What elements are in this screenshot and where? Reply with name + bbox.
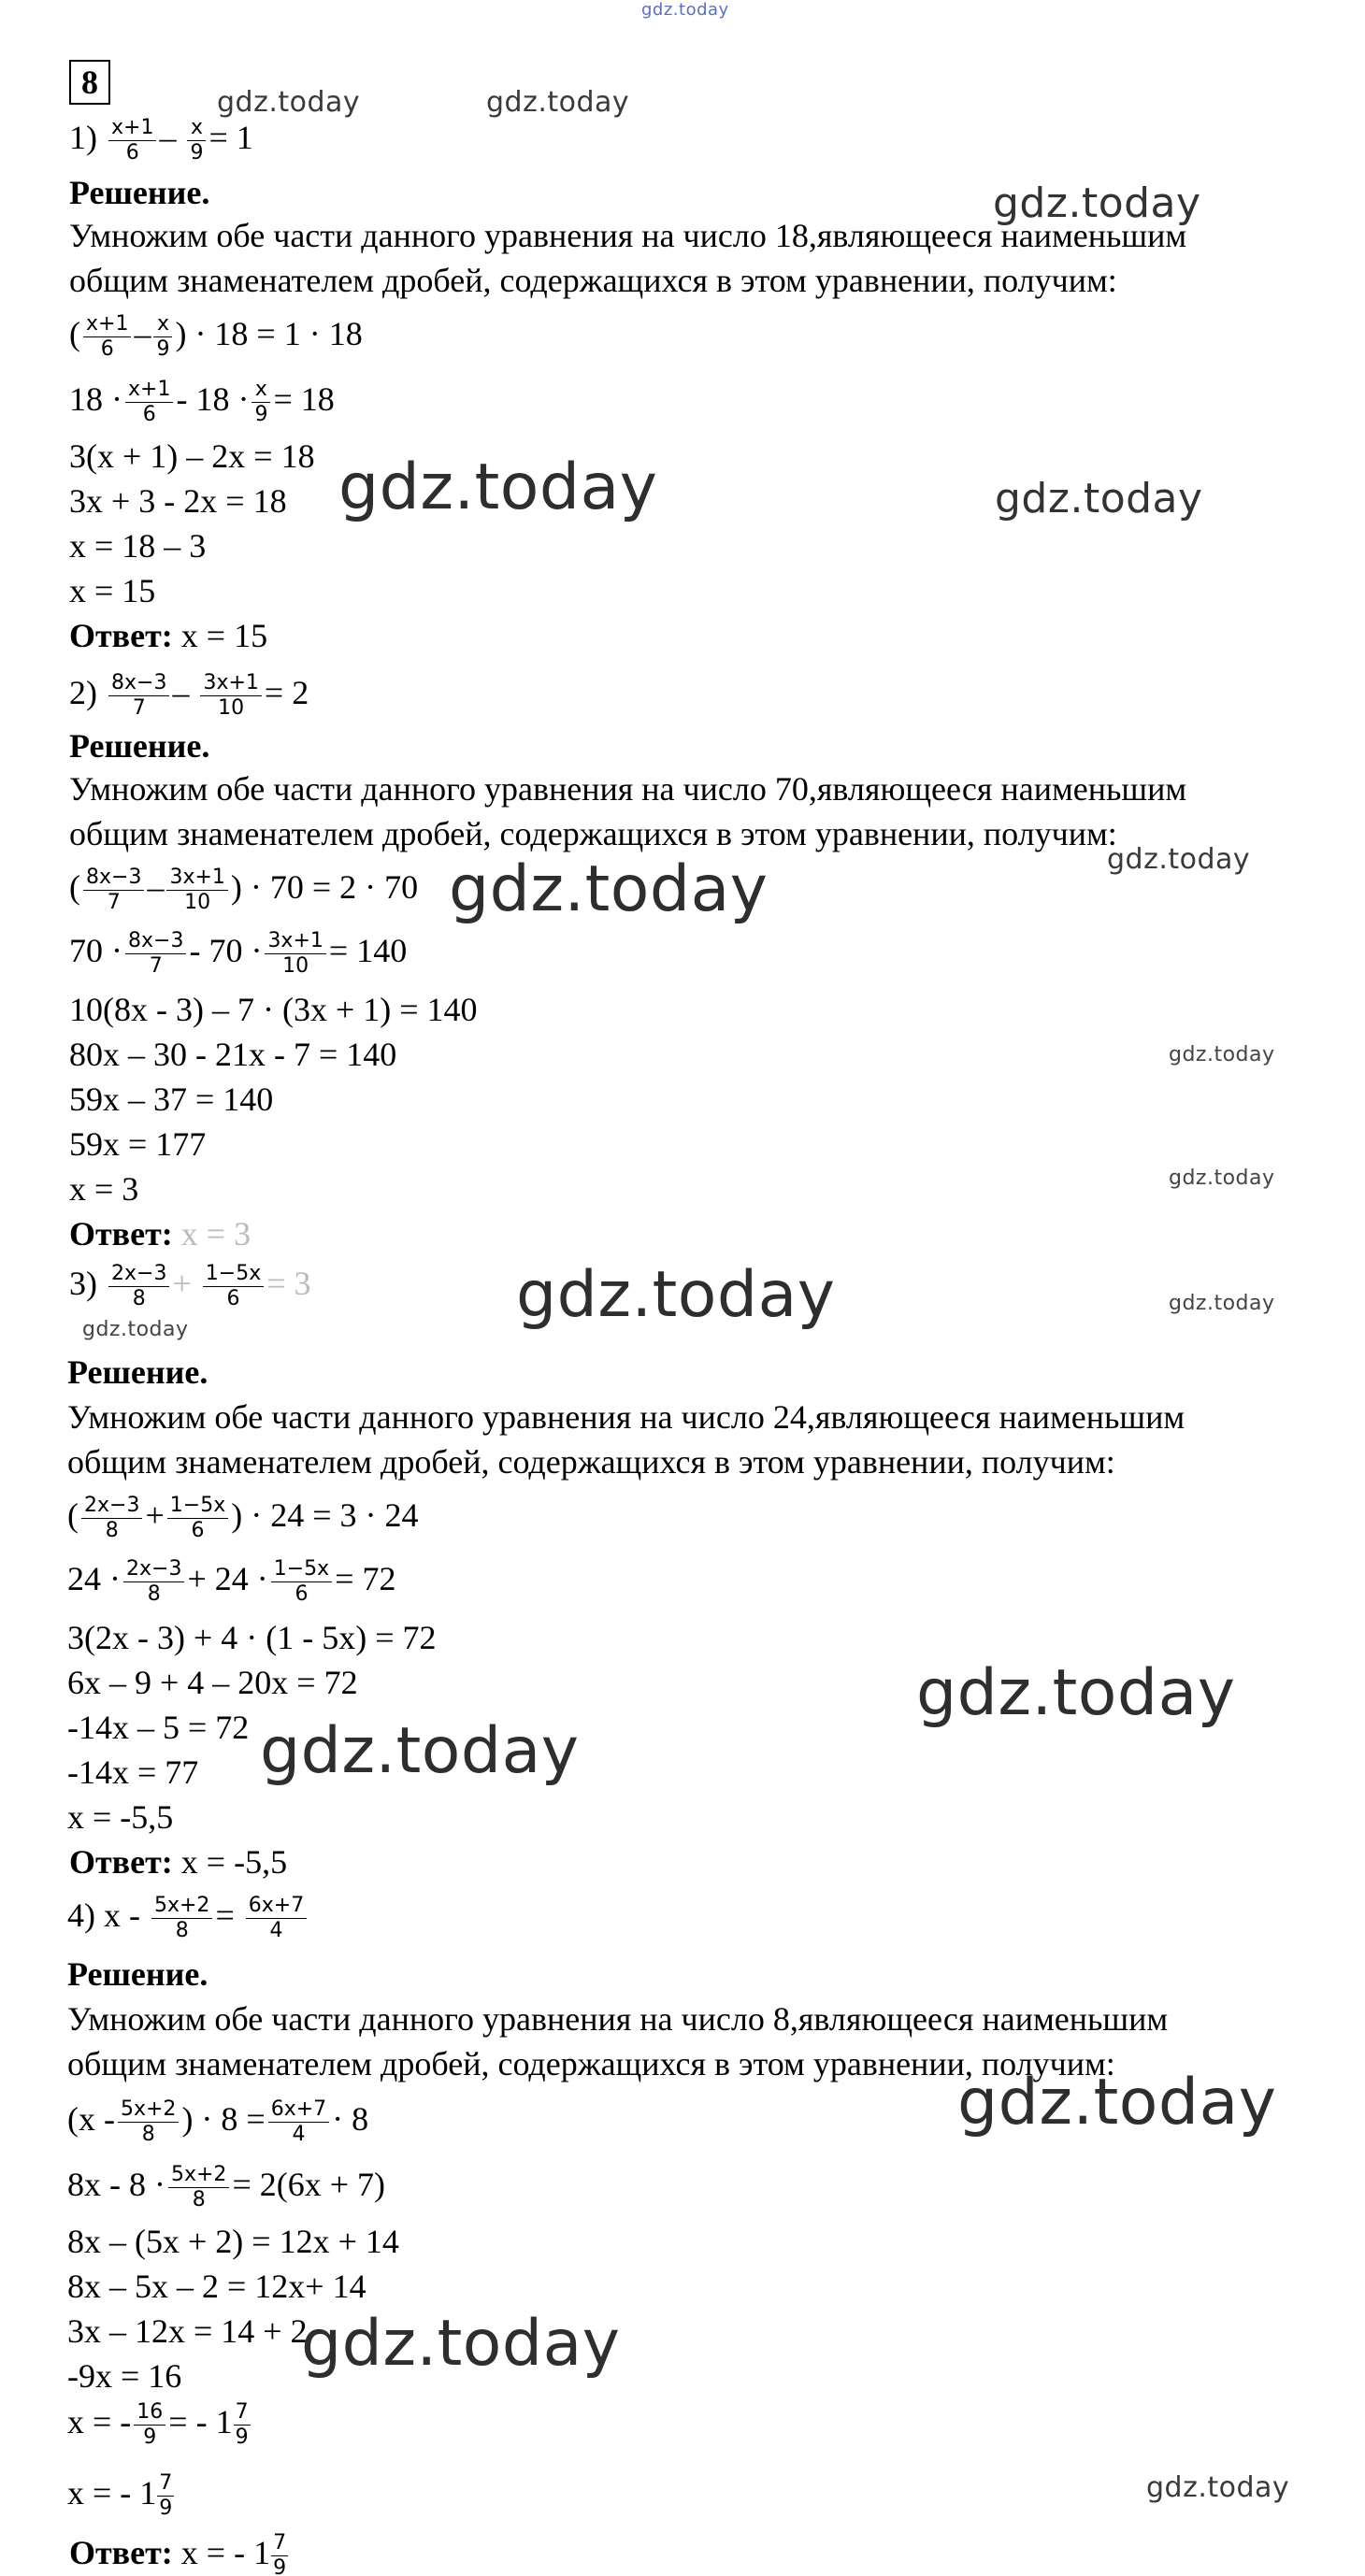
p1-intro-1: Умножим обе части данного уравнения на число 18,являющееся наименьшим [69,217,1187,254]
p3-intro-2: общим знаменателем дробей, содержащихся в этом уравнении, получим: [67,1443,1115,1481]
watermark-3: gdz.today [993,179,1201,227]
watermark-6: gdz.today [1107,843,1251,876]
watermark-1: gdz.today [217,86,361,119]
p1-step-5: x = 18 – 3 [69,527,207,565]
p4-intro-1: Умножим обе части данного уравнения на число 8,являющееся наименьшим [67,2000,1169,2038]
watermark-5: gdz.today [995,475,1203,522]
p1-step-6: x = 15 [69,572,156,609]
p3-step-3: 3(2x - 3) + 4 · (1 - 5x) = 72 [67,1619,437,1656]
p4-step-1: (x - $\frac{5x+2}{8}$ ) · 8 = $\frac{6x+7}{4}$ · 8 [67,2097,369,2146]
p1-step-4: 3x + 3 - 2x = 18 [69,482,287,520]
watermark-16: gdz.today [301,2307,621,2381]
watermark-12: gdz.today [82,1318,189,1341]
p3-step-7: x = -5,5 [67,1798,174,1836]
p4-step-5: 3x – 12x = 14 + 2 [67,2312,308,2350]
p2-step-1: ( $\frac{8x-3}{7}$ – $\frac{3x+1}{10}$ ) · 70 = 2 · 70 [69,866,419,914]
watermark-13: gdz.today [916,1656,1236,1730]
p1-answer: Ответ: x = 15 [69,617,268,654]
p4-answer: Ответ: x = - 1 $\frac{7}{9}$ [69,2531,287,2576]
p3-step-5: -14x – 5 = 72 [67,1709,250,1746]
p1-label: 1) [69,118,97,156]
p2-step-7: x = 3 [69,1170,139,1208]
watermark-10: gdz.today [516,1258,836,1332]
watermark-9: gdz.today [1169,1166,1275,1190]
p2-solution-heading: Решение. [69,727,210,765]
p4-equation: 4) x - $\frac{5x+2}{8}$ = $\frac{6x+7}{4}$ [67,1894,309,1943]
task-number: 8 [69,60,110,105]
p2-equation: 2) $\frac{8x-3}{7}$ – $\frac{3x+1}{10}$ = 2 [69,671,309,720]
p2-step-2: 70 · $\frac{8x-3}{7}$ - 70 · $\frac{3x+1}{10}$ = 140 [69,929,408,978]
p1-step-2: 18 · $\frac{x+1}{6}$ - 18 · $\frac{x}{9}$ = 18 [69,378,335,426]
p3-step-2: 24 · $\frac{2x-3}{8}$ + 24 · $\frac{1-5x}{6}$ = 72 [67,1557,396,1606]
p4-step-4: 8x – 5x – 2 = 12x+ 14 [67,2268,366,2305]
p1-solution-heading: Решение. [69,174,210,211]
p4-step-2: 8x - 8 · $\frac{5x+2}{8}$ = 2(6x + 7) [67,2163,386,2211]
site-header-watermark: gdz.today [641,0,729,20]
watermark-17: gdz.today [1146,2471,1290,2504]
p1-step-3: 3(x + 1) – 2x = 18 [69,437,315,475]
p2-step-4: 80x – 30 - 21x - 7 = 140 [69,1036,397,1073]
p4-step-7: x = - $\frac{16}{9}$ = - 1 $\frac{7}{9}$ [67,2400,249,2449]
watermark-15: gdz.today [957,2066,1277,2140]
p4-step-8: x = - 1 $\frac{7}{9}$ [67,2471,173,2520]
p2-answer: Ответ: x = 3 [69,1215,251,1252]
p3-answer: Ответ: x = -5,5 [69,1843,288,1881]
watermark-8: gdz.today [1169,1043,1275,1066]
p4-solution-heading: Решение. [67,1955,208,1993]
p1-frac-2: $\frac{x}{9}$ [187,116,206,165]
watermark-14: gdz.today [260,1714,580,1788]
p4-step-3: 8x – (5x + 2) = 12x + 14 [67,2223,399,2260]
watermark-11: gdz.today [1169,1292,1275,1315]
p4-intro-2: общим знаменателем дробей, содержащихся в этом уравнении, получим: [67,2045,1115,2082]
watermark-4: gdz.today [338,451,658,524]
p2-intro-1: Умножим обе части данного уравнения на число 70,являющееся наименьшим [69,770,1187,808]
p3-solution-heading: Решение. [67,1353,208,1391]
watermark-7: gdz.today [449,852,769,926]
p1-step-1: ( $\frac{x+1}{6}$ – $\frac{x}{9}$ ) · 18 = 1 · 18 [69,312,363,361]
p3-intro-1: Умножим обе части данного уравнения на число 24,являющееся наименьшим [67,1398,1185,1436]
p3-step-1: ( $\frac{2x-3}{8}$ + $\frac{1-5x}{6}$ ) · 24 = 3 · 24 [67,1494,419,1542]
p3-equation: 3) $\frac{2x-3}{8}$ + $\frac{1-5x}{6}$ = 3 [69,1262,311,1310]
p1-intro-2: общим знаменателем дробей, содержащихся в этом уравнении, получим: [69,262,1117,299]
p1-equation: 1) $\frac{x+1}{6}$ – $\frac{x}{9}$ = 1 [69,116,253,165]
p4-step-6: -9x = 16 [67,2357,182,2395]
p2-step-6: 59x = 177 [69,1125,207,1163]
p3-step-6: -14x = 77 [67,1753,199,1791]
p2-intro-2: общим знаменателем дробей, содержащихся в этом уравнении, получим: [69,815,1117,852]
watermark-2: gdz.today [486,86,630,119]
p2-step-5: 59x – 37 = 140 [69,1080,274,1118]
p1-frac-1: $\frac{x+1}{6}$ [108,116,156,165]
p2-step-3: 10(8x - 3) – 7 · (3x + 1) = 140 [69,991,478,1028]
p3-step-4: 6x – 9 + 4 – 20x = 72 [67,1664,358,1701]
